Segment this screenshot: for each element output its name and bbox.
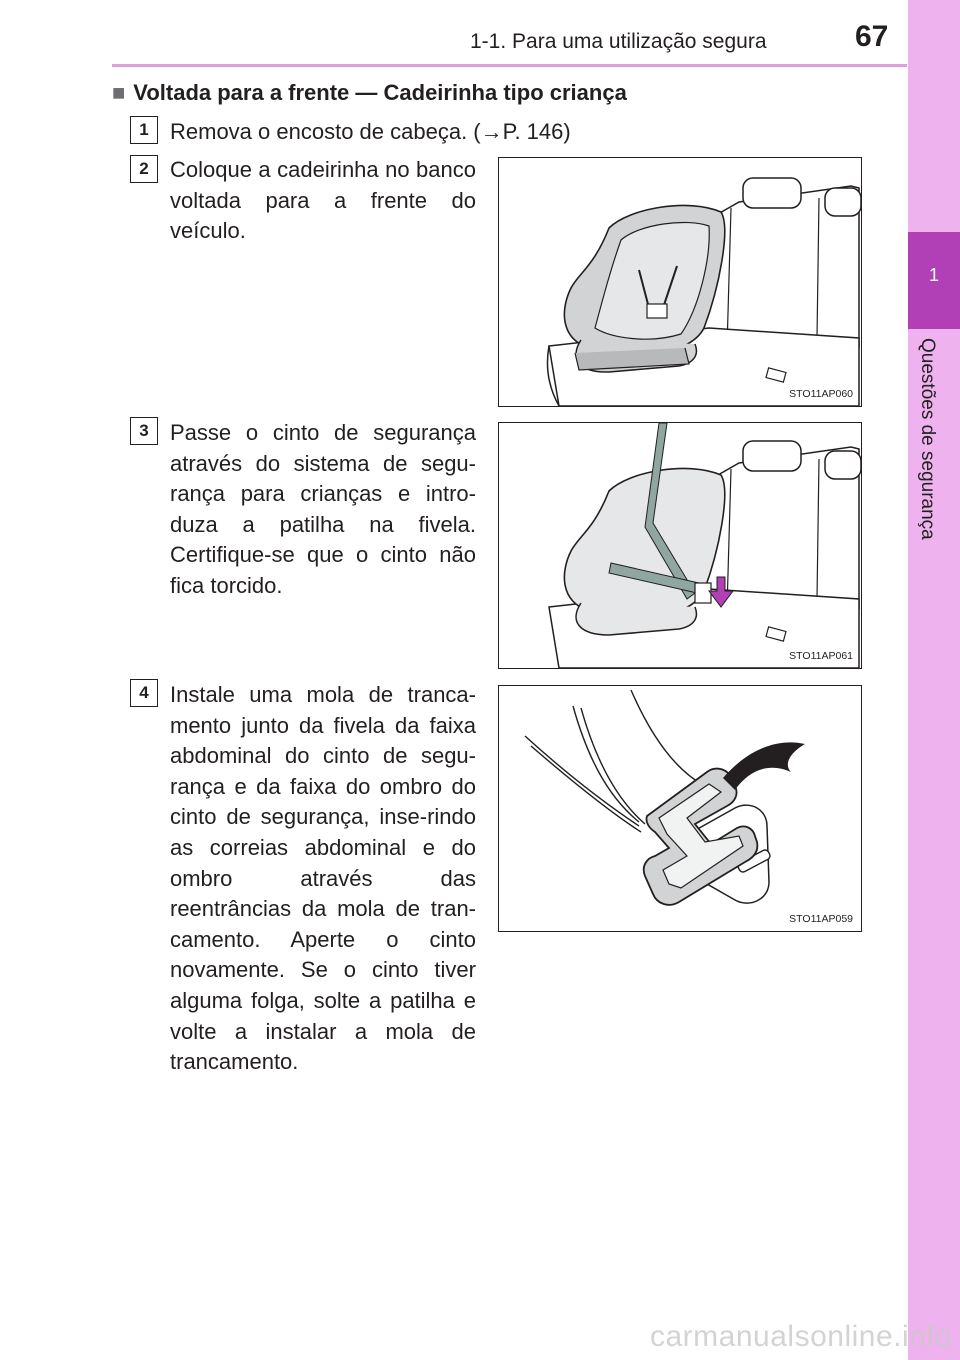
figure-code: STO11AP059 [789,913,853,925]
step-text-1: Remova o encosto de cabeça. (→P. 146) [170,119,571,144]
chapter-side-tab [908,0,960,1360]
page-number: 67 [855,20,889,53]
step-badge-2: 2 [130,155,158,183]
step-badge-1: 1 [130,116,158,144]
square-bullet-icon: ■ [112,80,126,105]
step-badge-3: 3 [130,417,158,445]
header-section-title: 1-1. Para uma utilização segura [470,30,767,53]
step-text-3: Passe o cinto de segurança através do sistema de segu-rança para crianças e intro-duza a patilha na fivela. Certifique-se que o cinto não fica torcido. [170,420,476,598]
figure-belt-through-seat [498,422,862,669]
step-badge-4: 4 [130,679,158,707]
chapter-number: 1 [928,265,939,285]
header-divider [112,64,907,67]
belt-routing-illustration [499,423,861,668]
figure-locking-clip [498,685,862,932]
chapter-label: Questões de segurança [917,338,938,540]
locking-clip-illustration [499,686,861,931]
figure-child-seat-forward [498,157,862,407]
figure-code: STO11AP061 [789,650,853,662]
section-heading-text: Voltada para a frente — Cadeirinha tipo criança [133,80,627,105]
section-heading [112,80,627,106]
figure-code: STO11AP060 [789,388,853,400]
step-text-2: Coloque a cadeirinha no banco voltada para a frente do veículo. [170,157,476,244]
child-seat-illustration [499,158,861,406]
watermark: carmanualsonline.info [650,1320,953,1353]
step-text-4: Instale uma mola de tranca-mento junto da fivela da faixa abdominal do cinto de segu-rança e da faixa do ombro do cinto de segurança, inse-rindo as correias abdominal e do ombro através das reentrâncias da mola de tran-camento. Aperte o cinto novamente. Se o cinto tiver alguma folga, solte a patilha e volte a instalar a mola de trancamento. [170,682,476,1075]
